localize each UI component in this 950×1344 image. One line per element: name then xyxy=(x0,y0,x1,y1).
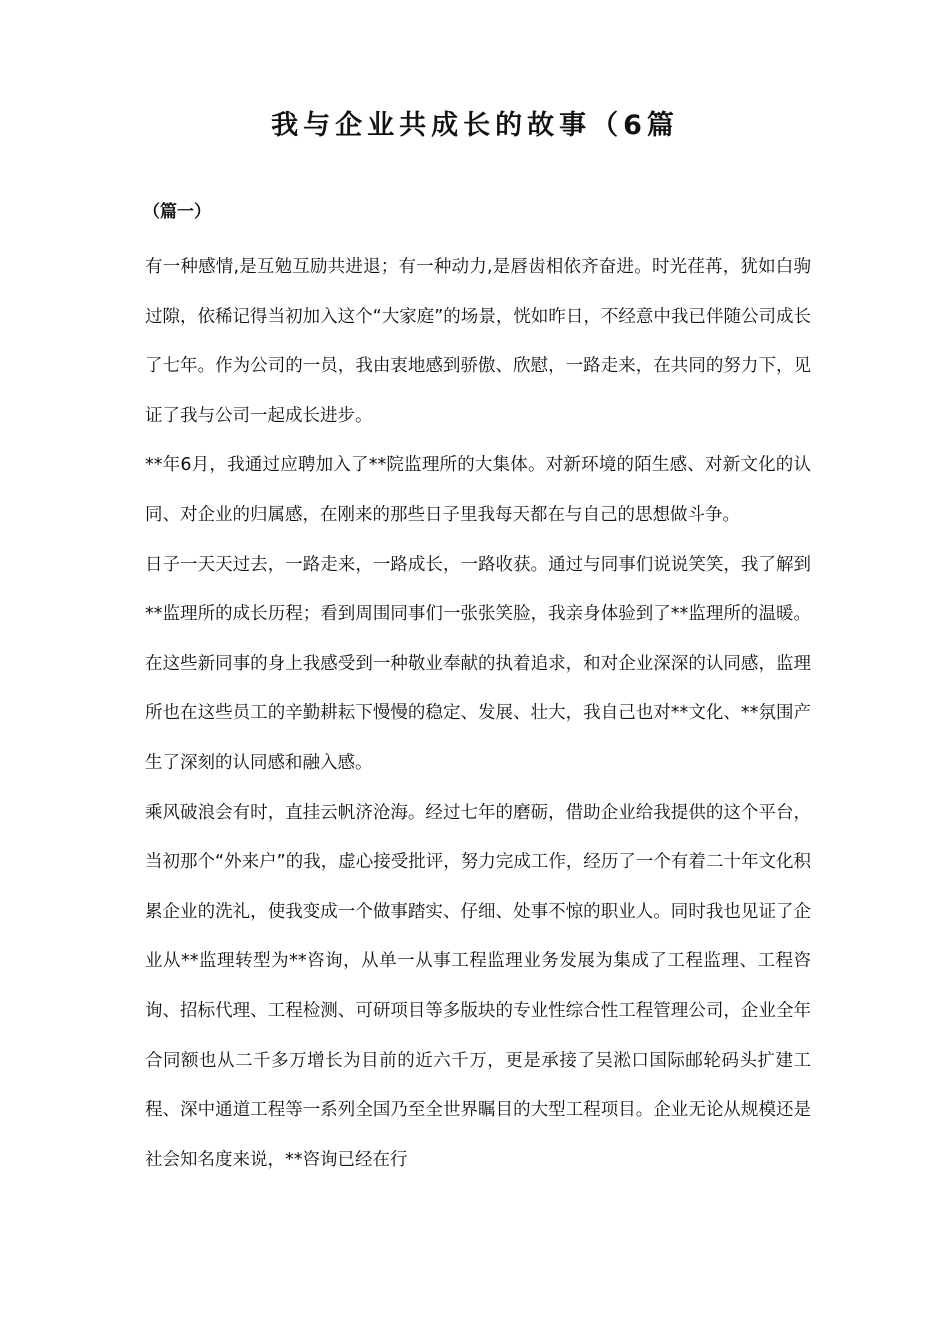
paragraph-3: 日子一天天过去，一路走来，一路成长，一路收获。通过与同事们说说笑笑，我了解到**监理所的成长历程；看到周围同事们一张张笑脸，我亲身体验到了**监理所的温暖。在这些新同事的身上我感受到一种敬业奉献的执着追求，和对企业深深的认同感，监理所也在这些员工的辛勤耕耘下慢慢的稳定、发展、壮大，我自己也对**文化、**氛围产生了深刻的认同感和融入感。 xyxy=(145,554,811,773)
paragraph-1: 有一种感情,是互勉互励共进退；有一种动力,是唇齿相依齐奋进。时光荏苒，犹如白驹过隙，依稀记得当初加入这个“大家庭”的场景，恍如昨日，不经意中我已伴随公司成长了七年。作为公司的一员，我由衷地感到骄傲、欣慰，一路走来，在共同的努力下，见证了我与公司一起成长进步。 xyxy=(145,257,811,426)
paragraph-4: 乘风破浪会有时，直挂云帆济沧海。经过七年的磨砺，借助企业给我提供的这个平台，当初那个“外来户”的我，虚心接受批评，努力完成工作，经历了一个有着二十年文化积累企业的洗礼，使我变成一个做事踏实、仔细、处事不惊的职业人。同时我也见证了企业从**监理转型为**咨询，从单一从事工程监理业务发展为集成了工程监理、工程咨询、招标代理、工程检测、可研项目等多版块的专业性综合性工程管理公司，企业全年合同额也从二千多万增长为目前的近六千万，更是承接了吴淞口国际邮轮码头扩建工程、深中通道工程等一系列全国乃至全世界瞩目的大型工程项目。企业无论从规模还是社会知名度来说，**咨询已经在行 xyxy=(145,802,811,1170)
document-title: 我与企业共成长的故事（6篇 xyxy=(271,110,679,141)
document-body xyxy=(145,243,811,1185)
section-label: （篇一） xyxy=(143,202,211,222)
paragraph-2: **年6月，我通过应聘加入了**院监理所的大集体。对新环境的陌生感、对新文化的认同、对企业的归属感，在刚来的那些日子里我每天都在与自己的思想做斗争。 xyxy=(145,455,811,525)
